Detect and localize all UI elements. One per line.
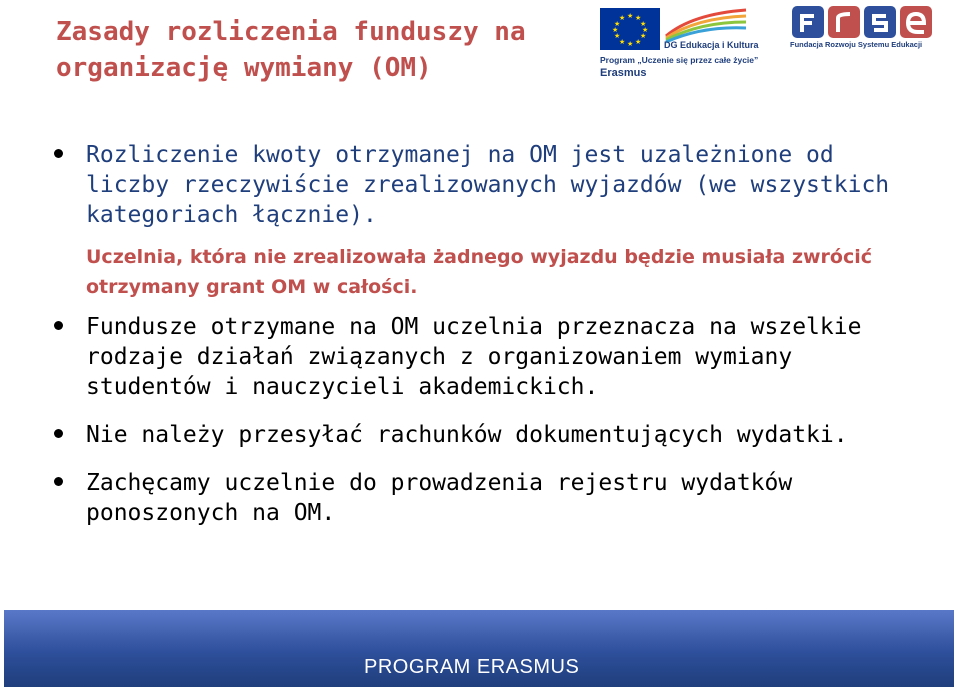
logos-area: [600, 4, 950, 84]
bullet-item: [48, 140, 928, 230]
return-note: Uczelnia, która nie zrealizowała żadnego wyjazdu będzie musiała zwrócić otrzymany grant OM w całości.: [86, 246, 873, 298]
bullet-icon: [54, 149, 63, 158]
bullet-text: Fundusze otrzymane na OM uczelnia przeznacza na wszelkie rodzaje działań związanych z organizowaniem wymiany studentów i nauczycieli akademickich.: [86, 314, 862, 400]
program-label: Program „Uczenie się przez całe życie”: [600, 55, 759, 65]
frse-caption: Fundacja Rozwoju Systemu Edukacji: [790, 40, 923, 49]
slide-title: Zasady rozliczenia funduszy na organizację wymiany (OM): [56, 17, 526, 83]
bullet-text: Nie należy przesyłać rachunków dokumentujących wydatki.: [86, 422, 848, 448]
bullet-item: [48, 468, 928, 528]
frse-logo: [790, 4, 940, 40]
bullet-item: [48, 420, 928, 450]
bullet-text: Zachęcamy uczelnie do prowadzenia rejestru wydatków ponoszonych na OM.: [86, 470, 793, 526]
eu-flag-logo: ★ ★ ★ ★ ★ ★ ★ ★ ★ ★ ★ ★: [600, 8, 660, 50]
slide-content: [48, 140, 928, 528]
bullet-text: Rozliczenie kwoty otrzymanej na OM jest uzależnione od liczby rzeczywiście zrealizowanych wyjazdów (we wszystkich kategoriach łącznie).: [86, 142, 890, 228]
bullet-icon: [54, 429, 63, 438]
bullet-item: [48, 312, 928, 402]
bullet-icon: [54, 321, 63, 330]
dg-label: DG Edukacja i Kultura: [664, 40, 759, 50]
footer-bar: [4, 610, 954, 687]
bullet-icon: [54, 477, 63, 486]
erasmus-label: Erasmus: [600, 67, 647, 79]
footer-label: PROGRAM ERASMUS: [364, 656, 580, 678]
